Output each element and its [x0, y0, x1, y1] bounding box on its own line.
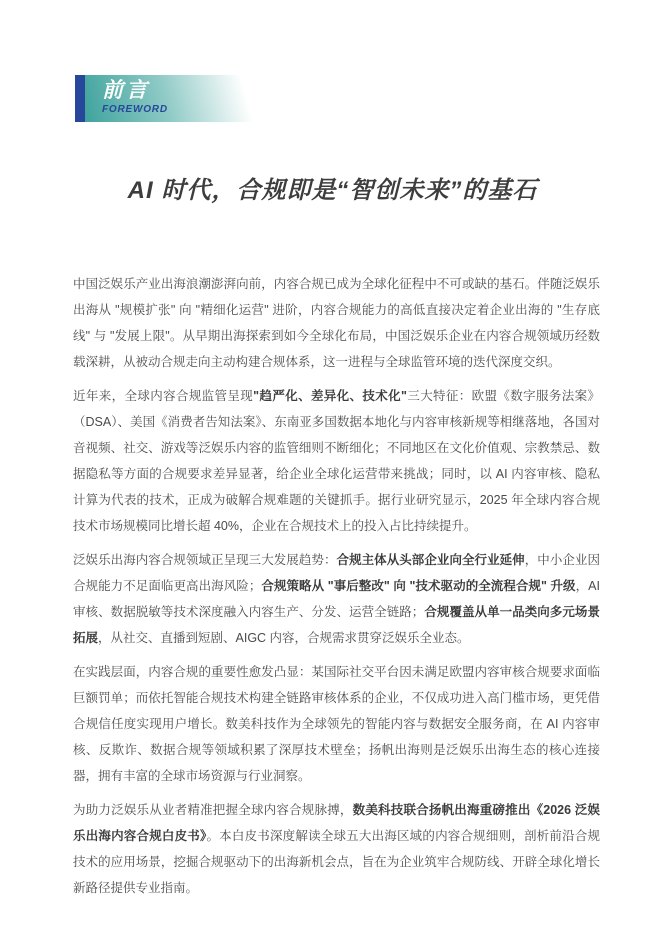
paragraph — [73, 271, 600, 375]
text-run: 合规主体从头部企业向全行业延伸 — [336, 553, 525, 567]
text-run: 三大特征：欧盟《数字服务法案》（DSA）、美国《消费者告知法案》、东南亚多国数据本地化与内容审核新规等相继落地，各国对音视频、社交、游戏等泛娱乐内容的监管细则不断细化；不同地区在文化价值观、宗教禁忌、数据隐私等方面的合规要求差异显著，给企业全球化运营带来挑战；同时，以 AI 内容审核、隐私计算为代表的技术，正成为破解合规难题的关键抓手。据行业研究显示，2025 年全球内容合规技术市场规模同比增长超 40%，企业在合规技术上的投入占比持续提升。 — [73, 389, 600, 533]
page-title: AI 时代，合规即是“智创未来”的基石 — [127, 177, 538, 204]
text-run: 在实践层面，内容合规的重要性愈发凸显：某国际社交平台因未满足欧盟内容审核合规要求面临巨额罚单；而依托智能合规技术构建全链路审核体系的企业，不仅成功进入高门槛市场，更凭借合规信任度实现用户增长。数美科技作为全球领先的智能内容与数据安全服务商，在 AI 内容审核、反欺诈、数据合规等领域积累了深厚技术壁垒；扬帆出海则是泛娱乐出海生态的核心连接器，拥有丰富的全球市场资源与行业洞察。 — [73, 665, 600, 783]
text-run: ，中小企业因合规能力不足面临更高出海风险； — [73, 553, 600, 593]
foreword-header — [75, 75, 264, 122]
header-gradient-block — [85, 75, 264, 122]
text-run: 近年来，全球内容合规监管呈现 — [73, 389, 254, 403]
paragraph — [73, 547, 600, 651]
text-run: 数美科技联合扬帆出海重磅推出《2026 泛娱乐出海内容合规白皮书》 — [73, 803, 600, 843]
text-run: ，AI 审核、数据脱敏等技术深度融入内容生产、分发、运营全链路； — [73, 579, 600, 619]
text-run: ，从社交、直播到短剧、AIGC 内容，合规需求贯穿泛娱乐全业态。 — [98, 631, 470, 645]
body-paragraphs — [73, 271, 600, 909]
paragraph — [73, 659, 600, 789]
section-title-en: FOREWORD — [102, 104, 168, 115]
paragraph — [73, 797, 600, 901]
text-run: "趋严化、差异化、技术化" — [253, 389, 407, 403]
text-run: 为助力泛娱乐从业者精准把握全球内容合规脉搏， — [73, 803, 353, 817]
section-title-cn: 前言 — [102, 79, 150, 102]
text-run: 泛娱乐出海内容合规领域正呈现三大发展趋势： — [73, 553, 337, 567]
text-run: 合规策略从 "事后整改" 向 "技术驱动的全流程合规" 升级 — [261, 579, 576, 593]
text-run: 中国泛娱乐产业出海浪潮澎湃向前，内容合规已成为全球化征程中不可或缺的基石。伴随泛娱乐出海从 "规模扩张" 向 "精细化运营" 进阶，内容合规能力的高低直接决定着企业出海的 "生存底线" 与 "发展上限"。从早期出海探索到如今全球化布局，中国泛娱乐企业在内容合规领域历经数载深耕，从被动合规走向主动构建合规体系，这一进程与全球监管环境的迭代深度交织。 — [73, 277, 600, 369]
text-run: 。本白皮书深度解读全球五大出海区域的内容合规细则，剖析前沿合规技术的应用场景，挖掘合规驱动下的出海新机会点，旨在为企业筑牢合规防线、开辟全球化增长新路径提供专业指南。 — [73, 829, 600, 895]
header-accent-bar — [75, 75, 85, 122]
text-run: 合规覆盖从单一品类向多元场景拓展 — [73, 605, 600, 645]
paragraph — [73, 383, 600, 539]
